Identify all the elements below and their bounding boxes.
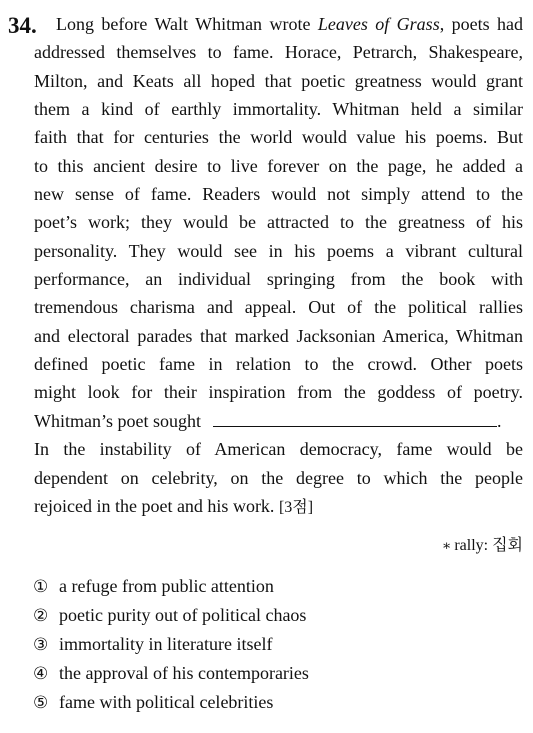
passage-line: addressed themselves to fame. Horace, Petrarch, Shakespeare, (34, 42, 523, 63)
passage-text: . (496, 410, 502, 431)
answer-option[interactable] (33, 572, 309, 601)
passage-line: tremendous charisma and appeal. Out of the political rallies (34, 297, 523, 318)
passage-line: personality. They would see in his poems a vibrant cultural (34, 240, 523, 261)
passage-text: rejoiced in the poet and his work. (34, 495, 279, 516)
option-text: fame with political celebrities (59, 692, 274, 712)
passage-line: dependent on celebrity, on the degree to which the people (34, 467, 523, 488)
passage-text: Whitman’s poet sought (34, 410, 201, 431)
passage-line: Milton, and Keats all hoped that poetic greatness would grant (34, 70, 523, 91)
option-number: ③ (33, 635, 49, 655)
option-number: ② (33, 606, 49, 626)
points-label: [3점] (278, 498, 314, 516)
passage-text: Long before Walt Whitman wrote (56, 14, 318, 34)
answer-option[interactable] (33, 688, 309, 717)
passage-line: them a kind of earthly immortality. Whitman held a similar (34, 99, 523, 120)
passage-line: might look for their inspiration from the goddess of poetry. (34, 382, 523, 403)
passage-line: faith that for centuries the world would value his poems. But (34, 127, 523, 148)
passage-line: defined poetic fame in relation to the crowd. Other poets (34, 354, 523, 375)
passage-line: to this ancient desire to live forever on the page, he added a (34, 155, 523, 176)
passage-line (34, 492, 523, 520)
passage-line (34, 10, 523, 38)
passage-line (34, 407, 523, 435)
footnote-star-icon: ∗ (441, 539, 452, 554)
option-text: a refuge from public attention (59, 576, 274, 596)
option-text: immortality in literature itself (59, 634, 273, 654)
footnote-text: rally: 집회 (454, 537, 523, 554)
answer-option[interactable] (33, 630, 309, 659)
option-number: ① (33, 577, 49, 597)
option-number: ⑤ (33, 693, 49, 713)
passage-line: In the instability of American democracy, fame would be (34, 439, 523, 460)
passage-line: and electoral parades that marked Jacksonian America, Whitman (34, 325, 523, 346)
answer-blank (213, 408, 497, 427)
passage-line: performance, an individual springing from the book with (34, 269, 523, 290)
passage-line: poet’s work; they would be attracted to the greatness of his (34, 212, 523, 233)
answer-option[interactable] (33, 601, 309, 630)
book-title: Leaves of Grass (317, 14, 440, 34)
answer-option[interactable] (33, 659, 309, 688)
passage-line: new sense of fame. Readers would not simply attend to the (34, 184, 523, 205)
option-number: ④ (33, 664, 49, 684)
footnote (442, 534, 523, 559)
question-number: 34. (8, 13, 37, 38)
passage (34, 10, 523, 520)
option-text: the approval of his contemporaries (59, 663, 309, 683)
passage-text: , poets had (439, 14, 524, 34)
answer-options (33, 572, 309, 717)
option-text: poetic purity out of political chaos (59, 605, 307, 625)
